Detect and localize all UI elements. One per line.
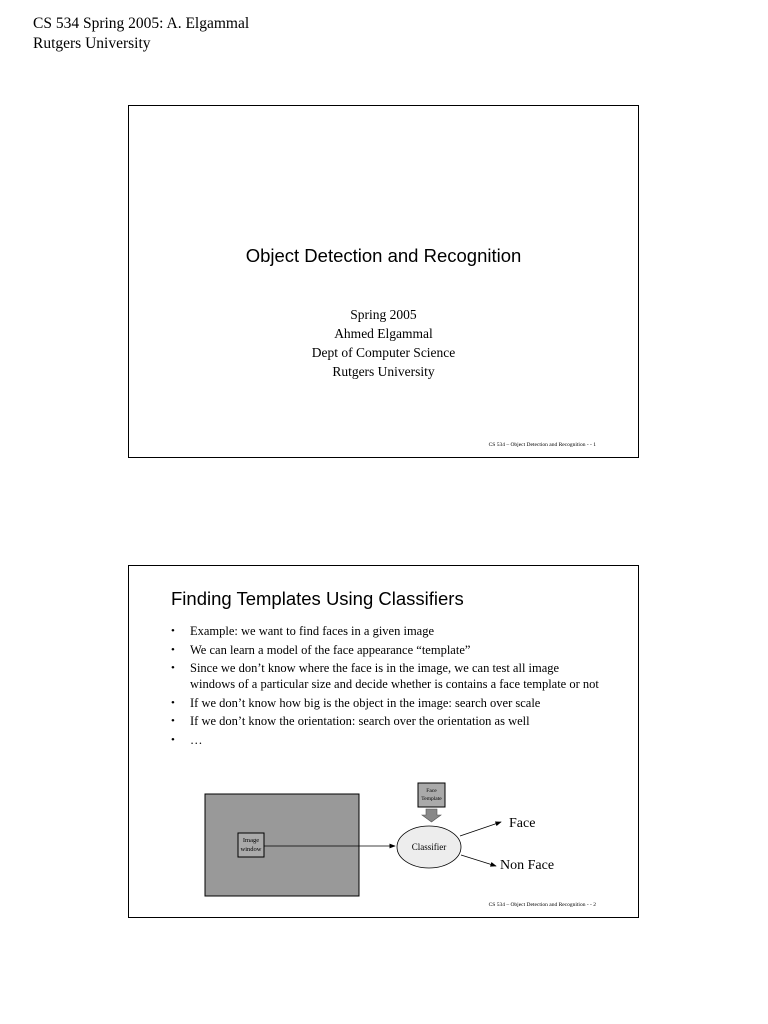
- subtitle-line: Dept of Computer Science: [311, 345, 456, 360]
- down-arrow-icon: [422, 809, 441, 822]
- bullet-item: • If we don’t know how big is the object in the image: search over scale: [169, 695, 599, 711]
- classifier-label: Classifier: [411, 842, 447, 852]
- bullet-item: • If we don’t know the orientation: search over the orientation as well: [169, 713, 599, 729]
- header-course-line: CS 534 Spring 2005: A. Elgammal: [33, 15, 250, 32]
- input-image: [205, 794, 359, 896]
- output-nonface-label: Non Face: [500, 858, 555, 873]
- slide-1-subtitle: [129, 305, 638, 381]
- slide-2-title: Finding Templates Using Classifiers: [171, 588, 464, 609]
- face-template-label: Face: [426, 788, 437, 794]
- subtitle-line: Spring 2005: [350, 307, 417, 322]
- bullet-item: • …: [169, 732, 599, 748]
- image-window-label: window: [240, 846, 262, 853]
- header-university-line: Rutgers University: [33, 35, 151, 52]
- face-template-box: [418, 783, 445, 807]
- slide-1-title: Object Detection and Recognition: [245, 245, 522, 266]
- bullet-item: • Example: we want to find faces in a given image: [169, 623, 599, 639]
- face-template-label: Template: [421, 796, 442, 802]
- bullet-item: • We can learn a model of the face appearance “template”: [169, 642, 599, 658]
- slide-2-footer: CS 534 – Object Detection and Recognition - - 2: [488, 902, 596, 908]
- page-header: [33, 14, 249, 54]
- slide-1: [128, 105, 639, 458]
- slide-2: [128, 565, 639, 918]
- nonface-output-arrow: [461, 855, 496, 866]
- slide-1-footer: CS 534 – Object Detection and Recognition - - 1: [488, 442, 596, 448]
- classifier-diagram: [129, 566, 640, 919]
- output-face-label: Face: [509, 816, 536, 831]
- image-window-label: Image: [242, 837, 260, 844]
- face-output-arrow: [460, 822, 501, 836]
- subtitle-line: Ahmed Elgammal: [334, 326, 433, 341]
- subtitle-line: Rutgers University: [332, 364, 435, 379]
- bullet-item: • Since we don’t know where the face is in the image, we can test all image windows of a particular size and decide whether is contains a face template or not: [169, 660, 599, 692]
